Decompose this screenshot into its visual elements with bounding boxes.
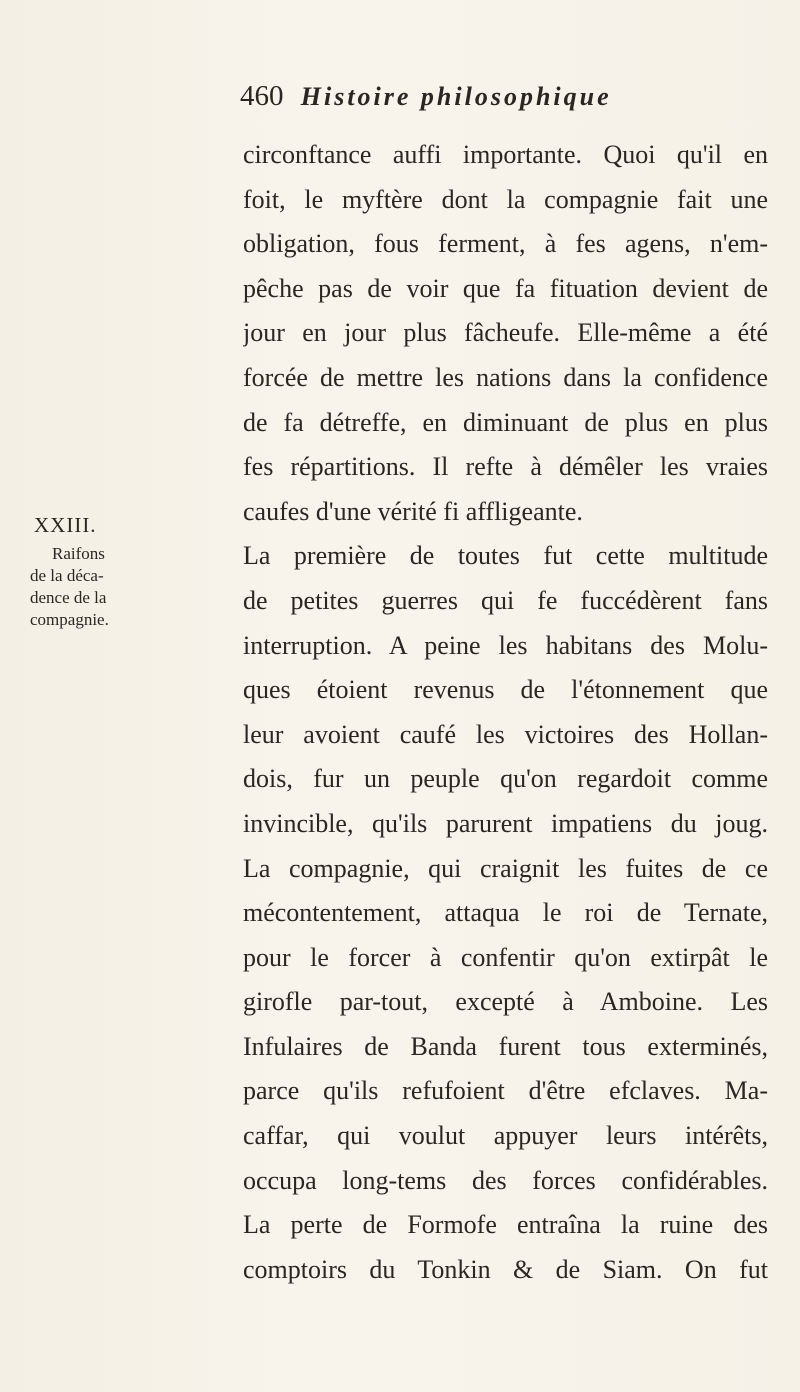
text-line: pour le forcer à confentir qu'on extirpât le	[243, 942, 768, 972]
running-title: Histoire philosophique	[300, 82, 612, 111]
text-line: occupa long-tems des forces confidérables.	[243, 1165, 768, 1195]
text-line: pêche pas de voir que fa fituation devient de	[243, 273, 768, 303]
margin-note-line: dence de la	[30, 588, 107, 607]
text-line: caufes d'une vérité fi affligeante.	[243, 496, 583, 526]
body-text	[243, 133, 768, 1292]
text-line: Infulaires de Banda furent tous exterminés,	[243, 1031, 768, 1061]
text-line: La compagnie, qui craignit les fuites de ce	[243, 853, 768, 883]
text-line: jour en jour plus fâcheufe. Elle-même a été	[243, 318, 768, 348]
text-line: de petites guerres qui fe fuccédèrent fans	[243, 585, 768, 615]
text-line: girofle par-tout, excepté à Amboine. Les	[243, 987, 768, 1017]
text-line: parce qu'ils refufoient d'être efclaves. Ma-	[243, 1076, 768, 1106]
section-number: XXIII.	[34, 513, 97, 537]
text-line: comptoirs du Tonkin & de Siam. On fut	[243, 1254, 768, 1284]
text-line: La perte de Formofe entraîna la ruine des	[243, 1210, 768, 1240]
text-line: ques étoient revenus de l'étonnement que	[243, 675, 768, 705]
text-line: dois, fur un peuple qu'on regardoit comme	[243, 764, 768, 794]
margin-note-line: compagnie.	[30, 610, 109, 629]
text-line: interruption. A peine les habitans des Molu-	[243, 630, 768, 660]
text-line: invincible, qu'ils parurent impatiens du joug.	[243, 808, 768, 838]
text-line: caffar, qui voulut appuyer leurs intérêts,	[243, 1121, 768, 1151]
margin-note-line: de la déca-	[30, 566, 104, 585]
margin-note	[30, 507, 215, 631]
text-line: forcée de mettre les nations dans la confidence	[243, 362, 768, 392]
text-line: mécontentement, attaqua le roi de Ternate,	[243, 898, 768, 928]
text-line: obligation, fous ferment, à fes agens, n'em-	[243, 229, 768, 259]
page-header	[240, 80, 760, 120]
text-line: leur avoient caufé les victoires des Hollan-	[243, 719, 768, 749]
text-line: La première de toutes fut cette multitude	[243, 541, 768, 571]
text-line: circonftance auffi importante. Quoi qu'il en	[243, 140, 768, 169]
margin-note-line: Raifons	[52, 544, 105, 563]
text-line: de fa détreffe, en diminuant de plus en plus	[243, 407, 768, 437]
text-line: fes répartitions. Il refte à démêler les vraies	[243, 452, 768, 482]
page-number: 460	[240, 80, 284, 112]
text-line: foit, le myftère dont la compagnie fait une	[243, 184, 768, 214]
